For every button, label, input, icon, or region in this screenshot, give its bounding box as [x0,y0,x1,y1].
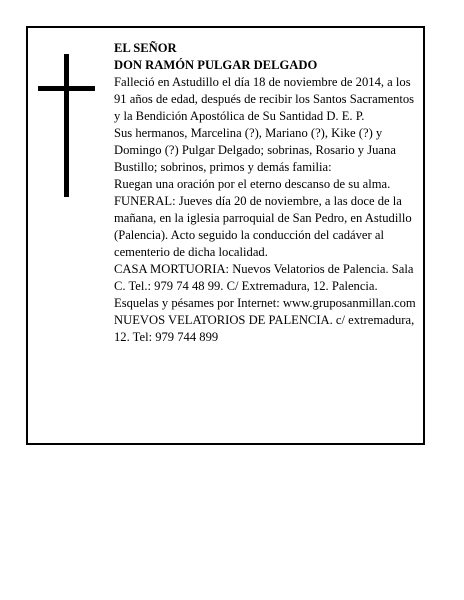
death-paragraph: Falleció en Astudillo el día 18 de noviembre de 2014, a los 91 años de edad, después de recibir los Santos Sacramentos y la Bendición Apostólica de Su Santidad D. E. P. [114,75,415,123]
funeral-paragraph: FUNERAL: Jueves día 20 de noviembre, a las doce de la mañana, en la iglesia parroquial de San Pedro, en Astudillo (Palencia). Acto seguido la conducción del cadáver al cementerio de dicha localidad. [114,194,412,259]
cross-vertical-bar [64,54,69,197]
family-paragraph: Sus hermanos, Marcelina (?), Mariano (?), Kike (?) y Domingo (?) Pulgar Delgado; sobrinas, Rosario y Juana Bustillo; sobrinos, primos y demás familia: [114,126,396,174]
internet-paragraph: Esquelas y pésames por Internet: www.gruposanmillan.com [114,296,416,310]
obituary-text [114,40,420,346]
cross-horizontal-bar [38,86,95,91]
prayer-paragraph: Ruegan una oración por el eterno descanso de su alma. [114,177,391,191]
title-line-1: EL SEÑOR [114,41,177,55]
casa-mortuoria-paragraph: CASA MORTUORIA: Nuevos Velatorios de Palencia. Sala C. Tel.: 979 74 48 99. C/ Extremadura, 12. Palencia. [114,262,414,293]
velatorios-paragraph: NUEVOS VELATORIOS DE PALENCIA. c/ extremadura, 12. Tel: 979 744 899 [114,313,415,344]
deceased-name: DON RAMÓN PULGAR DELGADO [114,58,318,72]
